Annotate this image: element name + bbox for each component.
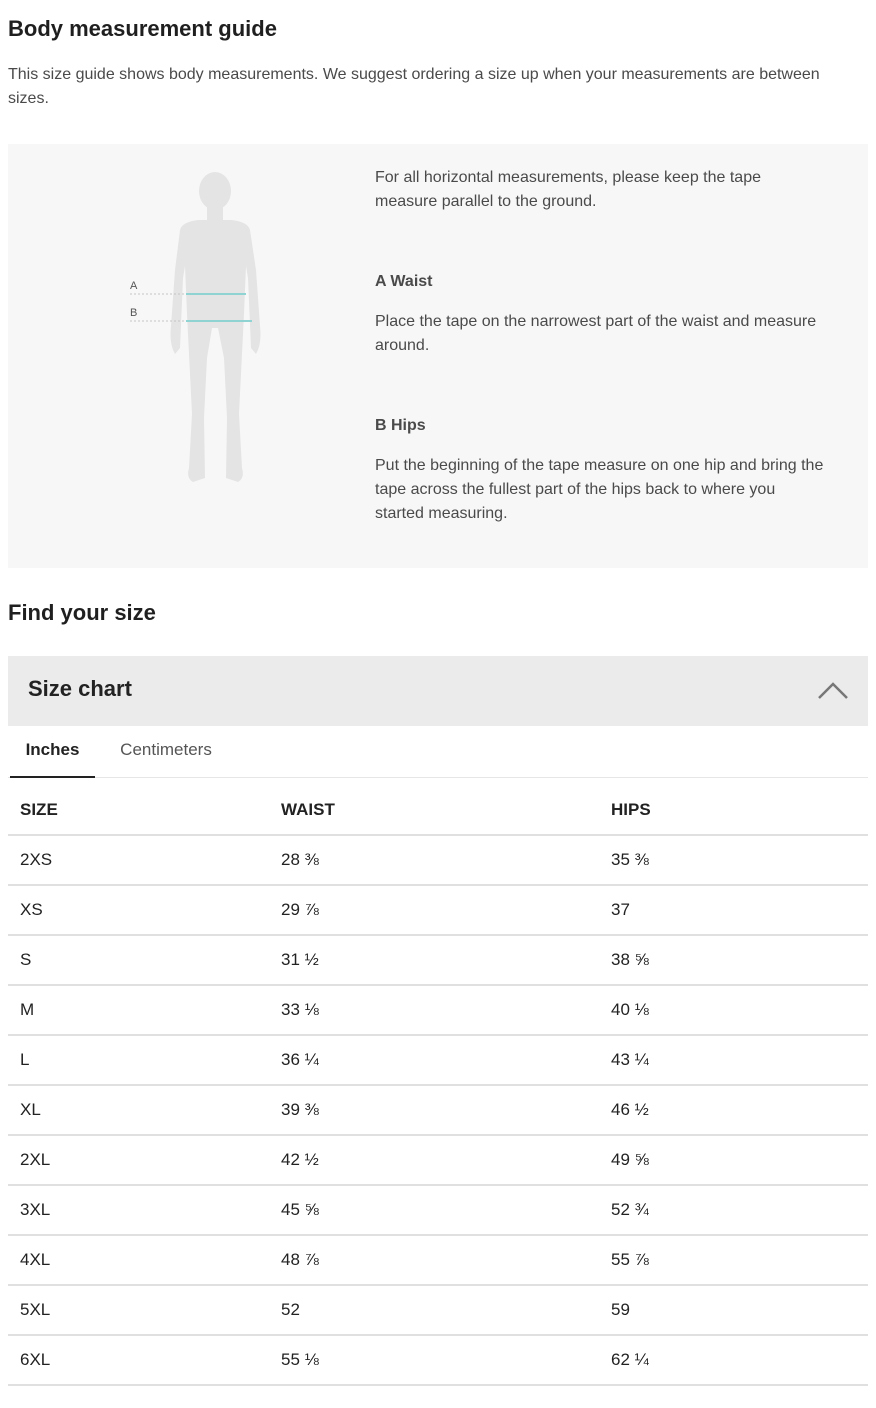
- chevron-up-icon[interactable]: [816, 678, 850, 702]
- table-row: [8, 1085, 868, 1135]
- table-row: [8, 885, 868, 935]
- figure-label-a: A: [130, 280, 138, 292]
- hips-cell: 46 ½: [599, 1085, 868, 1135]
- body-figure-icon: [108, 168, 288, 488]
- waist-cell: 33 ⅛: [269, 985, 599, 1035]
- waist-heading: A Waist: [375, 273, 433, 290]
- size-cell: 2XS: [8, 835, 269, 885]
- size-cell: M: [8, 985, 269, 1035]
- tab-centimeters[interactable]: Centimeters: [120, 740, 212, 759]
- waist-cell: 39 ⅜: [269, 1085, 599, 1135]
- hips-cell: 59: [599, 1285, 868, 1335]
- hips-cell: 35 ⅜: [599, 835, 868, 885]
- guide-instructions: [375, 166, 825, 526]
- waist-cell: 52: [269, 1285, 599, 1335]
- waist-cell: 36 ¼: [269, 1035, 599, 1085]
- size-cell: 3XL: [8, 1185, 269, 1235]
- size-chart-accordion-header[interactable]: [8, 656, 868, 726]
- hips-cell: 37: [599, 885, 868, 935]
- waist-cell: 31 ½: [269, 935, 599, 985]
- table-row: [8, 985, 868, 1035]
- column-header-hips: HIPS: [599, 785, 868, 835]
- measurement-guide-panel: [8, 144, 868, 568]
- size-cell: 2XL: [8, 1135, 269, 1185]
- unit-tabs: [8, 726, 868, 778]
- find-your-size-title: Find your size: [8, 600, 156, 625]
- size-cell: 6XL: [8, 1335, 269, 1385]
- hips-cell: 38 ⅝: [599, 935, 868, 985]
- waist-cell: 45 ⅝: [269, 1185, 599, 1235]
- table-row: [8, 1185, 868, 1235]
- column-header-size: SIZE: [8, 785, 269, 835]
- body-figure-illustration: [108, 168, 288, 488]
- hips-cell: 49 ⅝: [599, 1135, 868, 1185]
- waist-cell: 55 ⅛: [269, 1335, 599, 1385]
- size-cell: S: [8, 935, 269, 985]
- table-header-row: [8, 785, 868, 835]
- figure-label-b: B: [130, 307, 138, 319]
- intro-text: This size guide shows body measurements. We suggest ordering a size up when your measurements are between sizes.: [8, 66, 820, 107]
- hips-cell: 40 ⅛: [599, 985, 868, 1035]
- size-cell: 5XL: [8, 1285, 269, 1335]
- size-cell: L: [8, 1035, 269, 1085]
- waist-cell: 42 ½: [269, 1135, 599, 1185]
- table-row: [8, 1135, 868, 1185]
- table-row: [8, 1235, 868, 1285]
- size-cell: 4XL: [8, 1235, 269, 1285]
- size-table: [8, 785, 868, 1386]
- hips-cell: 55 ⅞: [599, 1235, 868, 1285]
- table-row: [8, 1035, 868, 1085]
- size-cell: XL: [8, 1085, 269, 1135]
- column-header-waist: WAIST: [269, 785, 599, 835]
- table-row: [8, 1285, 868, 1335]
- page-title: Body measurement guide: [8, 16, 277, 41]
- hips-cell: 43 ¼: [599, 1035, 868, 1085]
- table-row: [8, 1335, 868, 1385]
- hips-description: Put the beginning of the tape measure on one hip and bring the tape across the fullest part of the hips back to where you started measuring.: [375, 457, 824, 522]
- size-cell: XS: [8, 885, 269, 935]
- hips-cell: 52 ¾: [599, 1185, 868, 1235]
- waist-cell: 29 ⅞: [269, 885, 599, 935]
- hips-cell: 62 ¼: [599, 1335, 868, 1385]
- table-row: [8, 835, 868, 885]
- hips-heading: B Hips: [375, 417, 426, 434]
- waist-description: Place the tape on the narrowest part of the waist and measure around.: [375, 313, 817, 354]
- size-chart-title: Size chart: [28, 676, 132, 701]
- waist-cell: 48 ⅞: [269, 1235, 599, 1285]
- waist-cell: 28 ⅜: [269, 835, 599, 885]
- horizontal-measurement-note: For all horizontal measurements, please keep the tape measure parallel to the ground.: [375, 169, 761, 210]
- table-row: [8, 935, 868, 985]
- tab-inches[interactable]: Inches: [10, 726, 95, 778]
